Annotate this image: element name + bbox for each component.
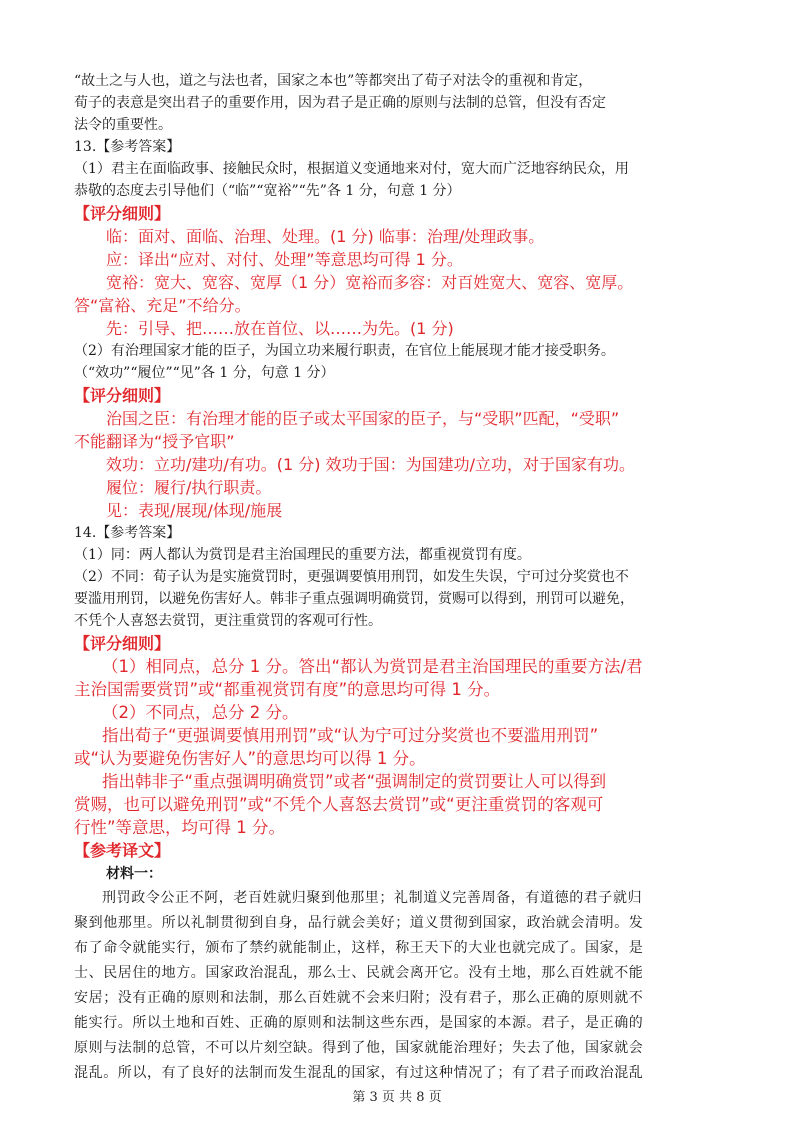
- translation-line: 混乱。所以，有了良好的法制而发生混乱的国家，有过这种情况了；有了君子而政治混乱: [74, 1065, 644, 1081]
- scoring-rule: 行性”等意思，均可得 1 分。: [74, 818, 286, 837]
- scoring-rule: 或“认为要避免伤害好人”的意思均可以得 1 分。: [74, 749, 426, 768]
- scoring-rule: 应：译出“应对、对付、处理”等意思均可得 1 分。: [106, 250, 463, 269]
- translation-line: 聚到他那里。所以礼制贯彻到自身，品行就会美好；道义贯彻到国家，政治就会清明。发: [74, 915, 644, 931]
- text-line: 荀子的表意是突出君子的重要作用，因为君子是正确的原则与法制的总管，但没有否定: [74, 95, 606, 111]
- question-14-heading: 14.【参考答案】: [74, 525, 181, 541]
- scoring-rule: 指出韩非子“重点强调明确赏罚”或者“强调制定的赏罚要让人可以得到: [102, 772, 607, 791]
- q13-answer-1-cont: 恭敬的态度去引导他们（“临”“宽裕”“先”各 1 分，句意 1 分）: [74, 183, 461, 199]
- scoring-rule: 见：表现/展现/体现/施展: [106, 501, 283, 520]
- scoring-rule: 效功：立功/建功/有功。(1 分) 效功于国：为国建功/立功，对于国家有功。: [106, 455, 636, 474]
- translation-line: 刑罚政令公正不阿，老百姓就归聚到他那里；礼制道义完善周备，有道德的君子就归: [102, 890, 643, 906]
- translation-line: 能实行。所以土地和百姓、正确的原则和法制这些东西，是国家的本源。君子，是正确的: [74, 1015, 644, 1031]
- translation-line: 安居；没有正确的原则和法制，那么百姓就不会来归附；没有君子，那么正确的原则就不: [74, 990, 644, 1006]
- scoring-rule: 治国之臣：有治理才能的臣子或太平国家的臣子，与“受职”匹配，“受职”: [106, 409, 620, 428]
- material-label: 材料一：: [106, 866, 162, 882]
- scoring-rule: 履位：履行/执行职责。: [106, 478, 272, 497]
- page-number: 第 3 页 共 8 页: [352, 1090, 442, 1105]
- scoring-rule: 宽裕：宽大、宽容、宽厚（1 分）宽裕而多容：对百姓宽大、宽容、宽厚。: [106, 273, 634, 292]
- scoring-rule: （2）不同点，总分 2 分。: [102, 703, 299, 722]
- question-13-heading: 13.【参考答案】: [74, 139, 181, 155]
- q14-answer-2: （2）不同：荀子认为是实施赏罚时，更强调要慎用刑罚，如发生失误，宁可过分奖赏也不: [74, 569, 629, 585]
- scoring-rules-heading: 【评分细则】: [74, 386, 171, 405]
- translation-line: 士、民居住的地方。国家政治混乱，那么士、民就会离开它。没有土地，那么百姓就不能: [74, 965, 644, 981]
- scoring-rule: 主治国需要赏罚”或“都重视赏罚有度”的意思均可得 1 分。: [74, 680, 501, 699]
- scoring-rule: 答“富裕、充足”不给分。: [74, 296, 251, 315]
- translation-line: 原则与法制的总管，不可以片刻空缺。得到了他，国家就能治理好；失去了他，国家就会: [74, 1040, 644, 1056]
- scoring-rule: 指出荀子“更强调要慎用刑罚”或“认为宁可过分奖赏也不要滥用刑罚”: [102, 726, 599, 745]
- reference-translation-heading: 【参考译文】: [74, 841, 171, 860]
- q14-answer-2-cont: 不凭个人喜怒去赏罚，更注重赏罚的客观可行性。: [74, 613, 382, 629]
- q14-answer-2-cont: 要滥用刑罚，以避免伤害好人。韩非子重点强调明确赏罚，赏赐可以得到，刑罚可以避免，: [74, 591, 634, 607]
- page-content: [74, 70, 734, 1086]
- text-line: 法令的重要性。: [74, 117, 172, 133]
- q13-answer-2-cont: （“效功”“履位”“见”各 1 分，句意 1 分）: [74, 365, 335, 381]
- scoring-rule: 不能翻译为“授予官职”: [74, 432, 235, 451]
- scoring-rule: 赏赐，也可以避免刑罚”或“不凭个人喜怒去赏罚”或“更注重赏罚的客观可: [74, 795, 604, 814]
- scoring-rule: 先：引导、把……放在首位、以……为先。(1 分): [106, 319, 454, 338]
- q13-answer-2: （2）有治理国家才能的臣子，为国立功来履行职责，在官位上能展现才能才接受职务。: [74, 343, 615, 359]
- q14-answer-1: （1）同：两人都认为赏罚是君主治国理民的重要方法，都重视赏罚有度。: [74, 547, 531, 563]
- scoring-rules-heading: 【评分细则】: [74, 204, 171, 223]
- scoring-rule: （1）相同点，总分 1 分。答出“都认为赏罚是君主治国理民的重要方法/君: [102, 657, 643, 676]
- scoring-rules-heading: 【评分细则】: [74, 634, 171, 653]
- translation-line: 布了命令就能实行，颁布了禁约就能制止，这样，称王天下的大业也就完成了。国家，是: [74, 940, 644, 956]
- text-line: “故土之与人也，道之与法也者，国家之本也”等都突出了荀子对法令的重视和肯定，: [74, 73, 593, 89]
- scoring-rule: 临：面对、面临、治理、处理。(1 分) 临事：治理/处理政事。: [106, 227, 545, 246]
- q13-answer-1: （1）君主在面临政事、接触民众时，根据道义变通地来对付，宽大而广泛地容纳民众，用: [74, 161, 629, 177]
